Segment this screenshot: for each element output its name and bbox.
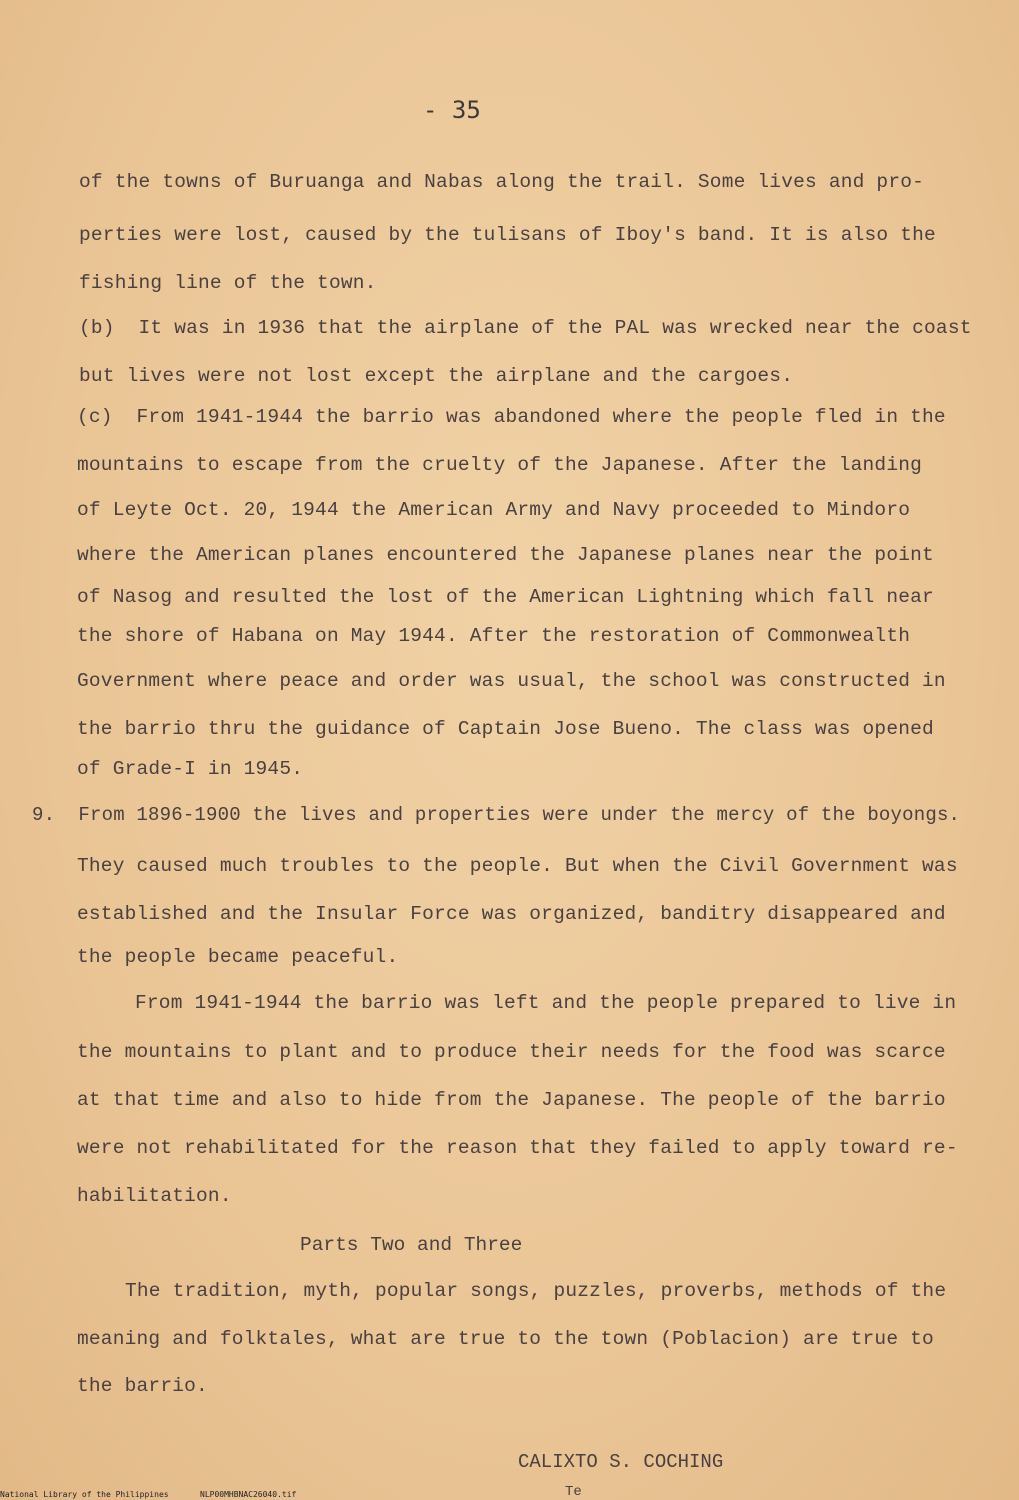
- text-line: of the towns of Buruanga and Nabas along the trail. Some lives and pro-: [79, 171, 925, 193]
- text-line: From 1941-1944 the barrio was left and the people prepared to live in: [135, 992, 957, 1014]
- footer-file: NLP00MHBNAC26040.tif: [200, 1490, 297, 1499]
- text-line: the barrio thru the guidance of Captain Jose Bueno. The class was opened: [77, 718, 934, 740]
- text-line: fishing line of the town.: [79, 272, 377, 294]
- text-line: of Nasog and resulted the lost of the American Lightning which fall near: [77, 586, 934, 608]
- text-line: but lives were not lost except the airplane and the cargoes.: [79, 365, 794, 387]
- signature: CALIXTO S. COCHING: [518, 1451, 724, 1473]
- footer-library: National Library of the Philippines: [0, 1490, 169, 1499]
- text-line: of Leyte Oct. 20, 1944 the American Army and Navy proceeded to Mindoro: [77, 499, 911, 521]
- text-line: meaning and folktales, what are true to the town (Poblacion) are true to: [77, 1328, 934, 1350]
- text-line: mountains to escape from the cruelty of the Japanese. After the landing: [77, 454, 923, 476]
- text-line: the people became peaceful.: [77, 946, 399, 968]
- section-heading: Parts Two and Three: [300, 1234, 523, 1256]
- text-line: the mountains to plant and to produce their needs for the food was scarce: [77, 1041, 946, 1063]
- text-line: of Grade-I in 1945.: [77, 758, 304, 780]
- text-line: habilitation.: [77, 1185, 232, 1207]
- text-line: They caused much troubles to the people. But when the Civil Government was: [77, 855, 958, 877]
- text-line: perties were lost, caused by the tulisans of Iboy's band. It is also the: [79, 224, 936, 246]
- text-line: where the American planes encountered the Japanese planes near the point: [77, 544, 934, 566]
- text-line: (b) It was in 1936 that the airplane of the PAL was wrecked near the coast: [79, 317, 972, 339]
- text-line: 9. From 1896-1900 the lives and properties were under the mercy of the boyongs.: [32, 804, 961, 826]
- text-line: The tradition, myth, popular songs, puzzles, proverbs, methods of the: [125, 1280, 947, 1302]
- text-line: (c) From 1941-1944 the barrio was abandoned where the people fled in the: [77, 406, 946, 428]
- text-line: the barrio.: [77, 1375, 208, 1397]
- page-number: - 35: [423, 96, 481, 124]
- text-line: Government where peace and order was usual, the school was constructed in: [77, 670, 946, 692]
- text-line: at that time and also to hide from the Japanese. The people of the barrio: [77, 1089, 946, 1111]
- text-line: the shore of Habana on May 1944. After the restoration of Commonwealth: [77, 625, 911, 647]
- text-line: established and the Insular Force was organized, banditry disappeared and: [77, 903, 946, 925]
- signature-sub: Te: [565, 1484, 582, 1500]
- text-line: were not rehabilitated for the reason that they failed to apply toward re-: [77, 1137, 958, 1159]
